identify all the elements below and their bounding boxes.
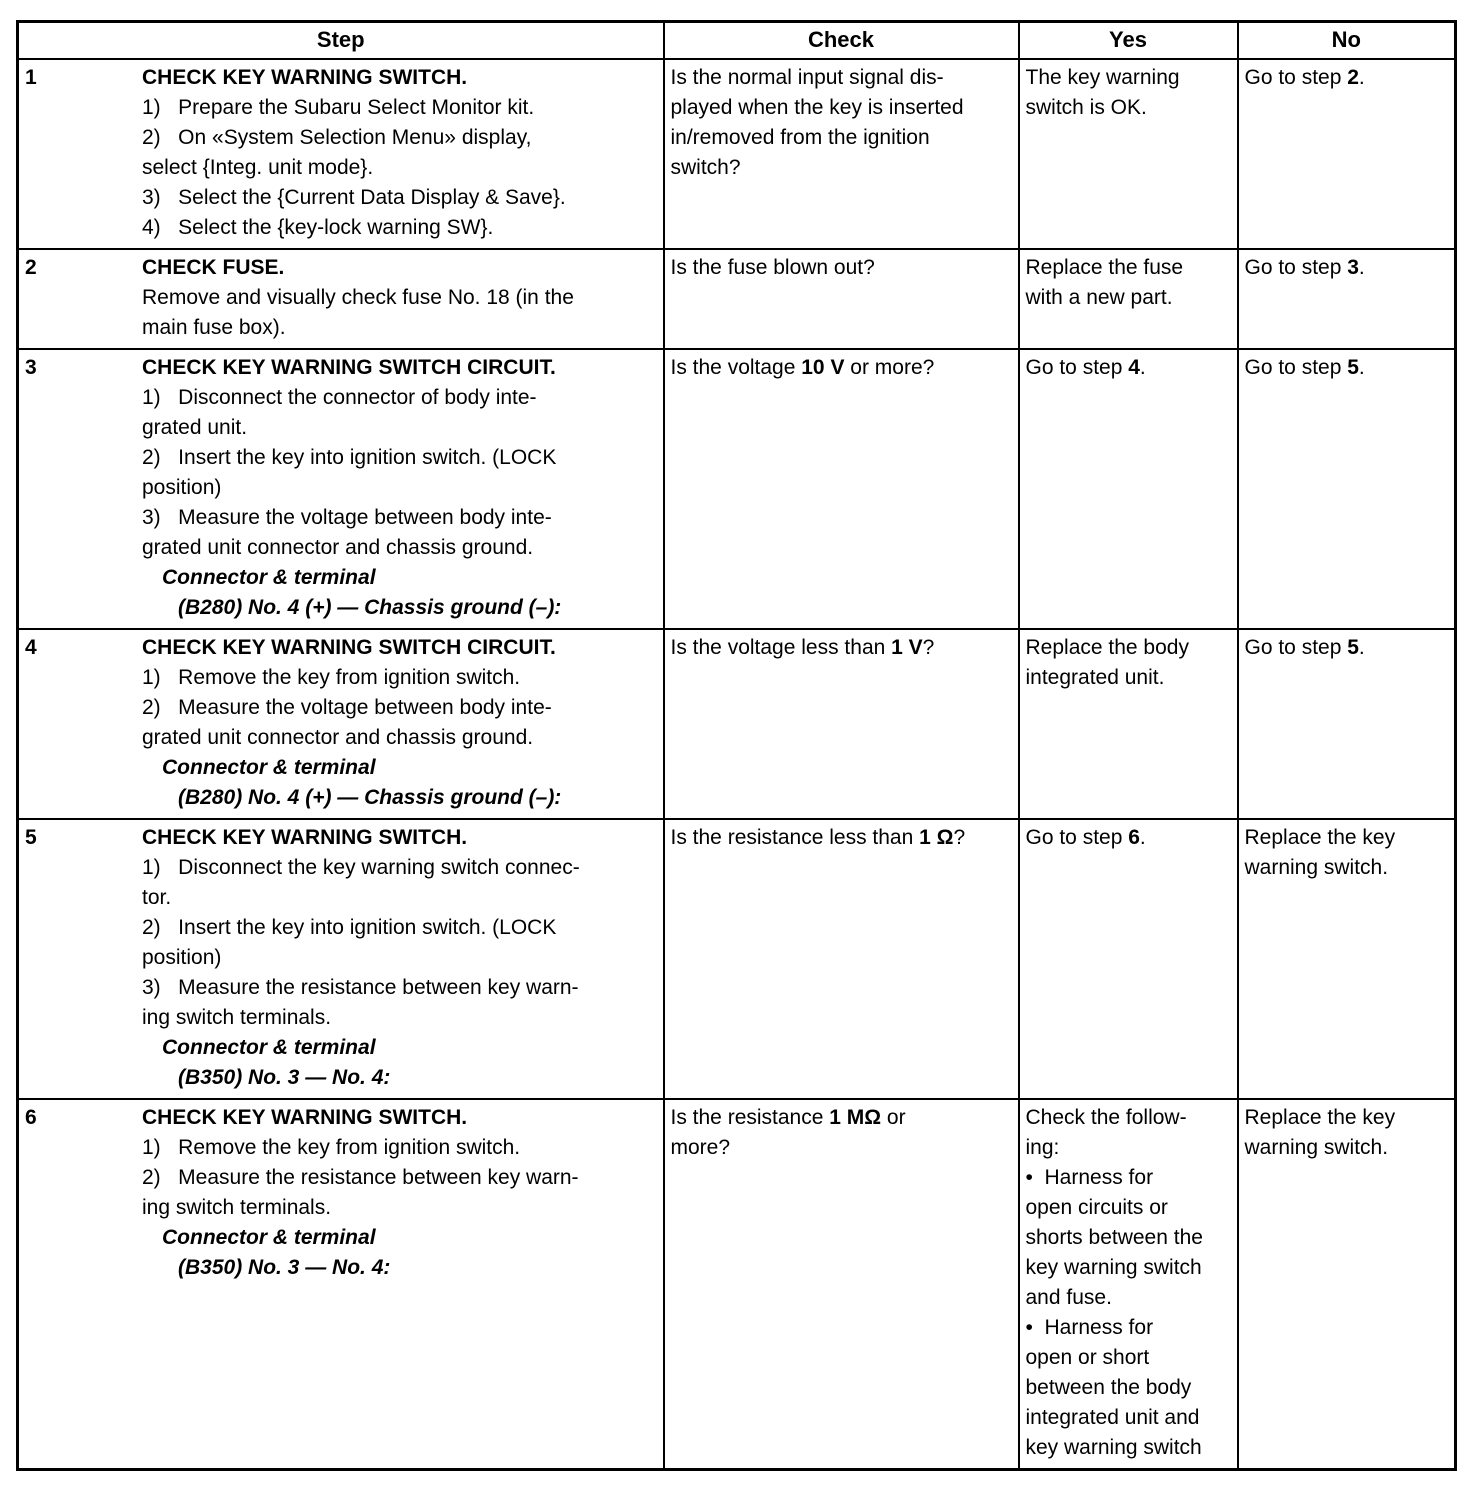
yes-cell-content — [1026, 823, 1233, 853]
check-cell-content — [671, 633, 1014, 663]
step-instruction-line: CHECK FUSE. — [142, 256, 285, 279]
no-cell-content — [1245, 353, 1451, 383]
step-instruction-line: grated unit connector and chassis ground. — [142, 726, 534, 749]
step-instruction-line: 2) Measure the resistance between key warn- — [142, 1166, 579, 1189]
step-instruction-line: Connector & terminal — [162, 756, 376, 779]
step-cell — [18, 59, 664, 249]
no-cell-line: Go to step 2. — [1244, 66, 1365, 89]
no-cell — [1238, 249, 1456, 349]
check-cell-content — [671, 253, 1014, 283]
step-instruction-line: 1) Prepare the Subaru Select Monitor kit. — [142, 96, 535, 119]
no-cell-line: warning switch. — [1244, 856, 1389, 879]
step-instruction-line: Remove and visually check fuse No. 18 (in the — [142, 286, 574, 309]
step-instruction-line: 2) On «System Selection Menu» display, — [142, 126, 532, 149]
step-instruction-line: CHECK KEY WARNING SWITCH. — [142, 826, 468, 849]
step-instruction-line: 1) Remove the key from ignition switch. — [142, 1136, 521, 1159]
yes-cell-line: The key warning — [1025, 66, 1180, 89]
step-instruction-line: position) — [142, 946, 222, 969]
no-cell — [1238, 819, 1456, 1099]
yes-cell-line: and fuse. — [1025, 1286, 1112, 1309]
step-instruction-line: grated unit connector and chassis ground. — [142, 536, 534, 559]
yes-cell-line: switch is OK. — [1025, 96, 1147, 119]
yes-cell-line: Go to step 4. — [1025, 356, 1146, 379]
header-yes: Yes — [1019, 22, 1238, 60]
yes-cell-content — [1026, 633, 1233, 693]
check-cell-line: Is the fuse blown out? — [670, 256, 875, 279]
table-row — [18, 249, 1456, 349]
step-instruction-line: grated unit. — [142, 416, 248, 439]
check-cell-content — [671, 353, 1014, 383]
step-cell — [18, 249, 664, 349]
yes-cell — [1019, 249, 1238, 349]
step-instruction-line: Connector & terminal — [162, 1036, 376, 1059]
yes-cell-line: key warning switch — [1025, 1256, 1202, 1279]
step-number: 2 — [25, 256, 37, 279]
yes-cell-line: shorts between the — [1025, 1226, 1203, 1249]
table-header — [18, 22, 1456, 60]
step-instruction-line: (B350) No. 3 — No. 4: — [178, 1256, 391, 1279]
check-cell — [664, 1099, 1019, 1470]
yes-cell-content — [1026, 1103, 1233, 1463]
check-cell-line: more? — [670, 1136, 731, 1159]
check-cell — [664, 59, 1019, 249]
no-cell-content — [1245, 63, 1451, 93]
step-instruction-line: 2) Insert the key into ignition switch. (LOCK — [142, 446, 557, 469]
no-cell-content — [1245, 253, 1451, 283]
step-instruction-line: tor. — [142, 886, 172, 909]
check-cell — [664, 249, 1019, 349]
step-instruction-line: 1) Disconnect the key warning switch connec- — [142, 856, 580, 879]
header-row — [18, 22, 1456, 60]
check-cell-line: Is the resistance less than 1 Ω? — [670, 826, 966, 849]
step-instructions — [142, 823, 657, 1093]
step-instruction-line: 2) Measure the voltage between body inte- — [142, 696, 552, 719]
check-cell-line: Is the normal input signal dis- — [670, 66, 944, 89]
yes-cell-line: key warning switch — [1025, 1436, 1202, 1459]
check-cell — [664, 629, 1019, 819]
step-instruction-line: 4) Select the {key-lock warning SW}. — [142, 216, 494, 239]
step-instruction-line: ing switch terminals. — [142, 1006, 332, 1029]
step-instruction-line: CHECK KEY WARNING SWITCH. — [142, 66, 468, 89]
step-instructions — [142, 633, 657, 813]
step-instruction-line: 1) Remove the key from ignition switch. — [142, 666, 521, 689]
yes-cell — [1019, 629, 1238, 819]
check-cell-line: Is the resistance 1 MΩ or — [670, 1106, 906, 1129]
check-cell — [664, 819, 1019, 1099]
step-cell — [18, 349, 664, 629]
step-instruction-line: (B280) No. 4 (+) — Chassis ground (–): — [178, 596, 562, 619]
yes-cell-line: • Harness for — [1025, 1166, 1154, 1189]
table-row — [18, 349, 1456, 629]
yes-cell-line: Go to step 6. — [1025, 826, 1146, 849]
no-cell — [1238, 1099, 1456, 1470]
step-instruction-line: 1) Disconnect the connector of body inte- — [142, 386, 537, 409]
step-instruction-line: Connector & terminal — [162, 1226, 376, 1249]
yes-cell-line: ing: — [1025, 1136, 1060, 1159]
yes-cell-line: • Harness for — [1025, 1316, 1154, 1339]
yes-cell-line: Check the follow- — [1025, 1106, 1187, 1129]
header-step: Step — [18, 22, 664, 60]
table-row — [18, 819, 1456, 1099]
no-cell — [1238, 349, 1456, 629]
step-instruction-line: (B280) No. 4 (+) — Chassis ground (–): — [178, 786, 562, 809]
table-row — [18, 629, 1456, 819]
table-row — [18, 1099, 1456, 1470]
step-instructions — [142, 1103, 657, 1283]
no-cell-line: Go to step 5. — [1244, 636, 1365, 659]
step-instruction-line: ing switch terminals. — [142, 1196, 332, 1219]
check-cell-content — [671, 1103, 1014, 1163]
check-cell-line: Is the voltage less than 1 V? — [670, 636, 935, 659]
step-instruction-line: 2) Insert the key into ignition switch. (LOCK — [142, 916, 557, 939]
no-cell-line: Replace the key — [1244, 826, 1396, 849]
step-instructions — [142, 253, 657, 343]
step-number: 4 — [25, 636, 37, 659]
yes-cell-content — [1026, 63, 1233, 123]
no-cell — [1238, 629, 1456, 819]
no-cell-line: Replace the key — [1244, 1106, 1396, 1129]
yes-cell — [1019, 349, 1238, 629]
step-instruction-line: position) — [142, 476, 222, 499]
check-cell-line: in/removed from the ignition — [670, 126, 930, 149]
yes-cell-line: Replace the body — [1025, 636, 1189, 659]
yes-cell — [1019, 1099, 1238, 1470]
step-instruction-line: Connector & terminal — [162, 566, 376, 589]
step-instruction-line: main fuse box). — [142, 316, 286, 339]
check-cell-line: Is the voltage 10 V or more? — [670, 356, 935, 379]
no-cell — [1238, 59, 1456, 249]
yes-cell-line: between the body — [1025, 1376, 1192, 1399]
no-cell-line: warning switch. — [1244, 1136, 1389, 1159]
no-cell-line: Go to step 3. — [1244, 256, 1365, 279]
step-instruction-line: (B350) No. 3 — No. 4: — [178, 1066, 391, 1089]
no-cell-content — [1245, 1103, 1451, 1163]
check-cell-line: switch? — [670, 156, 741, 179]
step-instruction-line: select {Integ. unit mode}. — [142, 156, 374, 179]
step-number: 5 — [25, 826, 37, 849]
check-cell-content — [671, 63, 1014, 183]
check-cell-content — [671, 823, 1014, 853]
step-instructions — [142, 63, 657, 243]
step-cell — [18, 1099, 664, 1470]
check-cell-line: played when the key is inserted — [670, 96, 964, 119]
step-number: 6 — [25, 1106, 37, 1129]
yes-cell-content — [1026, 353, 1233, 383]
check-cell — [664, 349, 1019, 629]
step-instruction-line: CHECK KEY WARNING SWITCH. — [142, 1106, 468, 1129]
yes-cell-line: Replace the fuse — [1025, 256, 1184, 279]
no-cell-line: Go to step 5. — [1244, 356, 1365, 379]
table-body — [18, 59, 1456, 1470]
yes-cell-line: open circuits or — [1025, 1196, 1168, 1219]
table-row — [18, 59, 1456, 249]
yes-cell-line: integrated unit. — [1025, 666, 1165, 689]
step-instruction-line: 3) Measure the resistance between key warn- — [142, 976, 579, 999]
header-check: Check — [664, 22, 1019, 60]
step-number: 3 — [25, 356, 37, 379]
step-instruction-line: CHECK KEY WARNING SWITCH CIRCUIT. — [142, 636, 556, 659]
step-number: 1 — [25, 66, 37, 89]
yes-cell-line: with a new part. — [1025, 286, 1173, 309]
yes-cell-line: integrated unit and — [1025, 1406, 1200, 1429]
yes-cell-line: open or short — [1025, 1346, 1150, 1369]
yes-cell — [1019, 819, 1238, 1099]
step-instructions — [142, 353, 657, 623]
yes-cell — [1019, 59, 1238, 249]
step-cell — [18, 629, 664, 819]
step-instruction-line: CHECK KEY WARNING SWITCH CIRCUIT. — [142, 356, 556, 379]
yes-cell-content — [1026, 253, 1233, 313]
header-no: No — [1238, 22, 1456, 60]
step-cell — [18, 819, 664, 1099]
step-instruction-line: 3) Select the {Current Data Display & Save}. — [142, 186, 566, 209]
no-cell-content — [1245, 633, 1451, 663]
diagnostic-table — [16, 20, 1457, 1471]
step-instruction-line: 3) Measure the voltage between body inte- — [142, 506, 552, 529]
no-cell-content — [1245, 823, 1451, 883]
